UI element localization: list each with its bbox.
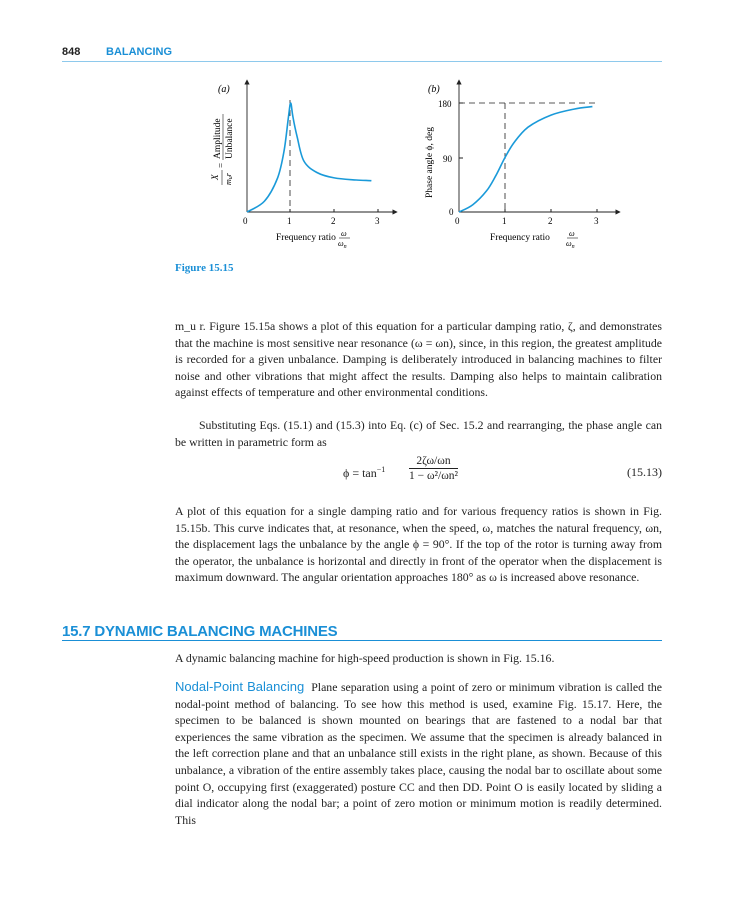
figure-15-15 [0,0,737,262]
svg-text:Amplitude: Amplitude [213,118,223,159]
x-tick-label: 3 [594,216,599,226]
section-title: 15.7 DYNAMIC BALANCING MACHINES [62,623,338,640]
panel-a [210,82,395,250]
x-axis-label-a: Frequency ratio [276,233,336,243]
x-axis-fraction-den-b: $\omega_n$ [566,239,575,250]
x-axis-fraction-a: ω [341,229,347,238]
x-tick-label: 0 [243,216,248,226]
y-axis-label-a [210,114,235,185]
equation-number: (15.13) [627,465,662,479]
paragraph-5 [175,679,662,828]
x-tick-label: 0 [455,216,460,226]
amplitude-curve [247,103,371,212]
y-ticks-b [459,103,597,212]
x-axis-fraction-b: ω [569,229,575,238]
panel-a-label: (a) [218,84,230,95]
y-tick-label: 180 [438,99,452,109]
svg-text:mur: mur [224,173,234,185]
svg-text:=: = [216,162,226,168]
equation-numerator: 2ζω/ωn [409,455,458,469]
x-tick-label: 1 [502,216,507,226]
paragraph-2: Substituting Eqs. (15.1) and (15.3) into Eq. (c) of Sec. 15.2 and rearranging, the phase angle can be written in parametric form as [175,418,662,449]
panel-b [425,82,618,250]
figure-caption: Figure 15.15 [175,262,234,274]
equation-lhs: $\phi = \tan^{-1}$ [343,465,386,480]
x-tick-label: 2 [548,216,553,226]
paragraph-3: A plot of this equation for a single damping ratio and for various frequency ratios is shown in Fig. 15.15b. This curve indicates that, at resonance, when the speed, ω, matches the natural frequency, ωn, the displacement lags the unbalance by the angle ϕ = 90°. If the top of the rotor is turning away from the operator, the unbalance is horizontal and directly in front of the operator when the displacement is maximum downward. The angular orientation approaches 180° as ω is increased above resonance. [175,504,662,585]
x-axis-fraction-den-a: $\omega_n$ [338,239,347,250]
equation-15-13 [175,452,662,492]
y-tick-label: 90 [443,154,452,164]
subhead-nodal-point: Nodal-Point Balancing [175,679,305,694]
x-tick-label: 3 [375,216,380,226]
phase-curve [459,107,592,212]
svg-text:Unbalance: Unbalance [225,118,235,159]
paragraph-4: A dynamic balancing machine for high-speed production is shown in Fig. 15.16. [175,651,555,665]
panel-b-label: (b) [428,84,440,95]
x-tick-label: 1 [287,216,292,226]
equation-fraction [409,455,458,482]
running-head: BALANCING [106,46,172,58]
section-rule [62,640,662,641]
svg-text:X: X [210,174,220,180]
y-axis-label-b: Phase angle ϕ, deg [425,127,435,198]
x-tick-label: 2 [331,216,336,226]
paragraph-5-text: Plane separation using a point of zero or minimum vibration is called the nodal-point method of balancing. To see how this method is used, examine Fig. 15.17. Here, the specimen to be balanced is shown mounted on bearings that are fastened to a nodal bar that experiences the same vibration as the specimen. We assume that the specimen is already balanced in the left correction plane and that an unbalance still exists in the right plane, as shown. Because of this unbalance, a vibration of the entire assembly takes place, causing the nodal bar to oscillate about some point O, occupying first (exaggerated) posture CC and then DD. Point O is easily located by sliding a dial indicator along the nodal bar; a point of zero motion or minimum motion is readily determined. This [175,680,662,827]
paragraph-1: m_u r. Figure 15.15a shows a plot of this equation for a particular damping ratio, ζ, and demonstrates that the machine is most sensitive near resonance (ω = ωn), since, in this region, the greatest amplitude is recorded for a given unbalance. Damping is deliberately introduced in balancing machines to filter noise and other vibrations that might affect the results. Damping also helps to maintain calibration against effects of temperature and other environmental conditions. [175,319,662,400]
y-tick-label: 0 [449,207,454,217]
equation-denominator: 1 − ω²/ωn² [409,470,458,482]
x-axis-label-b: Frequency ratio [490,233,550,243]
page-number: 848 [62,46,81,58]
